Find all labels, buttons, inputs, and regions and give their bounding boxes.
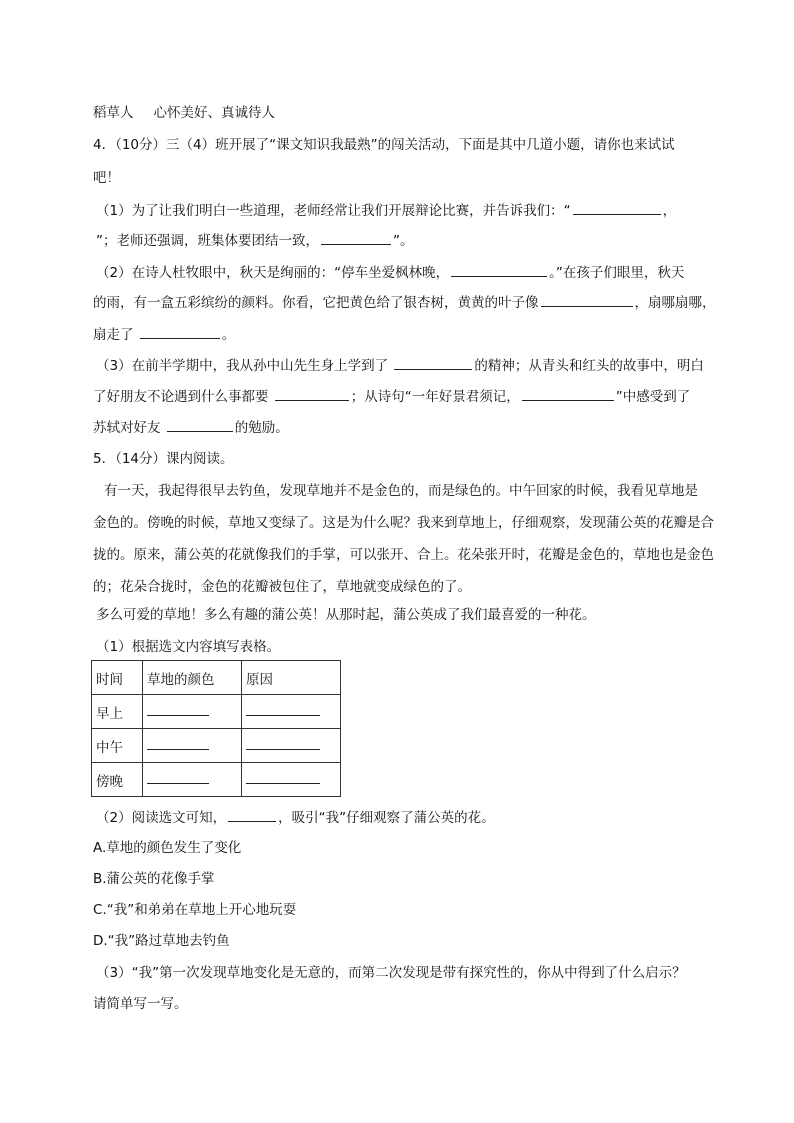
passage-line: 多么可爱的草地！多么有趣的蒲公英！从那时起，蒲公英成了我们最喜爱的一种花。: [96, 607, 596, 623]
answer-blank[interactable]: [140, 324, 220, 339]
q4-part3-line2: [93, 386, 690, 407]
q4-part3-line3: [93, 417, 289, 438]
answer-blank[interactable]: [167, 417, 233, 432]
answer-text-a: 稻草人: [93, 105, 134, 121]
q4-part1-line1: [96, 200, 676, 221]
option-a[interactable]: A.草地的颜色发生了变化: [93, 840, 242, 856]
q4-part2-text: 。”在孩子们眼里，秋天: [549, 265, 685, 281]
q4-part1-text: ”。: [393, 233, 414, 249]
q4-part3-text: ；从诗句“一年好景君须记，: [350, 389, 520, 405]
option-d[interactable]: D.“我”路过草地去钓鱼: [93, 933, 230, 949]
q4-part3-text: 了好朋友不论遇到什么事都要: [93, 389, 269, 405]
table-row-label: 傍晚: [92, 763, 143, 797]
q4-part2-line3: [93, 324, 235, 345]
q4-part2-line1: [96, 262, 684, 283]
q4-part1-text: ，: [662, 203, 677, 219]
q4-title-cont: 吧！: [93, 170, 120, 186]
q4-part3-text: 的精神；从青头和红头的故事中，明白: [474, 358, 704, 374]
table-header-cell: 草地的颜色: [143, 661, 242, 695]
answer-blank[interactable]: [321, 230, 391, 245]
answer-line: [93, 103, 275, 123]
q5-sub1: （1）根据选文内容填写表格。: [96, 639, 281, 655]
q4-part1-line2: [96, 230, 414, 251]
q4-part2-text: （2）在诗人杜牧眼中，秋天是绚丽的：“停车坐爱枫林晚，: [96, 265, 450, 281]
q4-part2-text: 。: [221, 327, 236, 343]
option-b[interactable]: B.蒲公英的花像手掌: [93, 871, 215, 887]
q5-sub3-cont: 请简单写一写。: [93, 996, 188, 1012]
answer-table: [91, 660, 341, 797]
table-cell-blank[interactable]: [143, 763, 242, 797]
table-header-cell: 时间: [92, 661, 143, 695]
table-cell-blank[interactable]: [143, 695, 242, 729]
table-row-label: 早上: [92, 695, 143, 729]
q4-part2-text: 的雨，有一盒五彩缤纷的颜料。你看，它把黄色给了银杏树，黄黄的叶子像: [93, 295, 539, 311]
table-row: [92, 763, 341, 797]
q4-part2-line2: [93, 292, 716, 313]
answer-blank[interactable]: [275, 386, 349, 401]
q4-part3-text: 的勉励。: [234, 420, 289, 436]
answer-blank[interactable]: [394, 355, 472, 370]
table-cell-blank[interactable]: [242, 695, 341, 729]
answer-text-b: 心怀美好、真诚待人: [153, 105, 275, 121]
option-c[interactable]: C.“我”和弟弟在草地上开心地玩耍: [93, 902, 297, 918]
q5-sub2: [96, 807, 495, 828]
q4-part1-text: （1）为了让我们明白一些道理，老师经常让我们开展辩论比赛，并告诉我们：“: [96, 203, 571, 219]
q5-title: 5．（14分）课内阅读。: [93, 451, 234, 467]
table-row: [92, 695, 341, 729]
passage-line: 金色的。傍晚的时候，草地又变绿了。这是为什么呢？我来到草地上，仔细观察，发现蒲公英的花瓣是合: [93, 515, 714, 531]
q4-part3-line1: [96, 355, 704, 376]
q5-sub2-text: （2）阅读选文可知，: [96, 810, 227, 826]
q4-part3-text: （3）在前半学期中，我从孙中山先生身上学到了: [96, 358, 389, 374]
table-header-row: [92, 661, 341, 695]
answer-blank[interactable]: [573, 200, 661, 215]
passage-line: 有一天，我起得很早去钓鱼，发现草地并不是金色的，而是绿色的。中午回家的时候，我看见草地是: [104, 483, 698, 499]
passage-line: 拢的。原来，蒲公英的花就像我们的手掌，可以张开、合上。花朵张开时，花瓣是金色的，草地也是金色: [93, 547, 714, 563]
q4-part1-text: ”；老师还强调，班集体要团结一致，: [96, 233, 319, 249]
table-header-cell: 原因: [242, 661, 341, 695]
table-row: [92, 729, 341, 763]
q4-part2-text: 扇走了: [93, 327, 134, 343]
answer-blank[interactable]: [522, 386, 614, 401]
q5-sub2-text: ，吸引“我”仔细观察了蒲公英的花。: [278, 810, 495, 826]
table-cell-blank[interactable]: [242, 763, 341, 797]
answer-blank[interactable]: [228, 807, 276, 822]
q4-part2-text: ，扇哪扇哪，: [634, 295, 716, 311]
table-cell-blank[interactable]: [242, 729, 341, 763]
q4-title: 4．（10分）三（4）班开展了“课文知识我最熟”的闯关活动，下面是其中几道小题，请你也来试试: [93, 137, 675, 153]
table-cell-blank[interactable]: [143, 729, 242, 763]
q4-part3-text: 苏轼对好友: [93, 420, 161, 436]
q4-part3-text: ”中感受到了: [615, 389, 691, 405]
answer-blank[interactable]: [451, 262, 547, 277]
answer-blank[interactable]: [541, 292, 633, 307]
q5-sub3: （3）“我”第一次发现草地变化是无意的，而第二次发现是带有探究性的，你从中得到了什么启示？: [96, 965, 686, 981]
table-row-label: 中午: [92, 729, 143, 763]
passage-line: 的；花朵合拢时，金色的花瓣被包住了，草地就变成绿色的了。: [93, 579, 471, 595]
